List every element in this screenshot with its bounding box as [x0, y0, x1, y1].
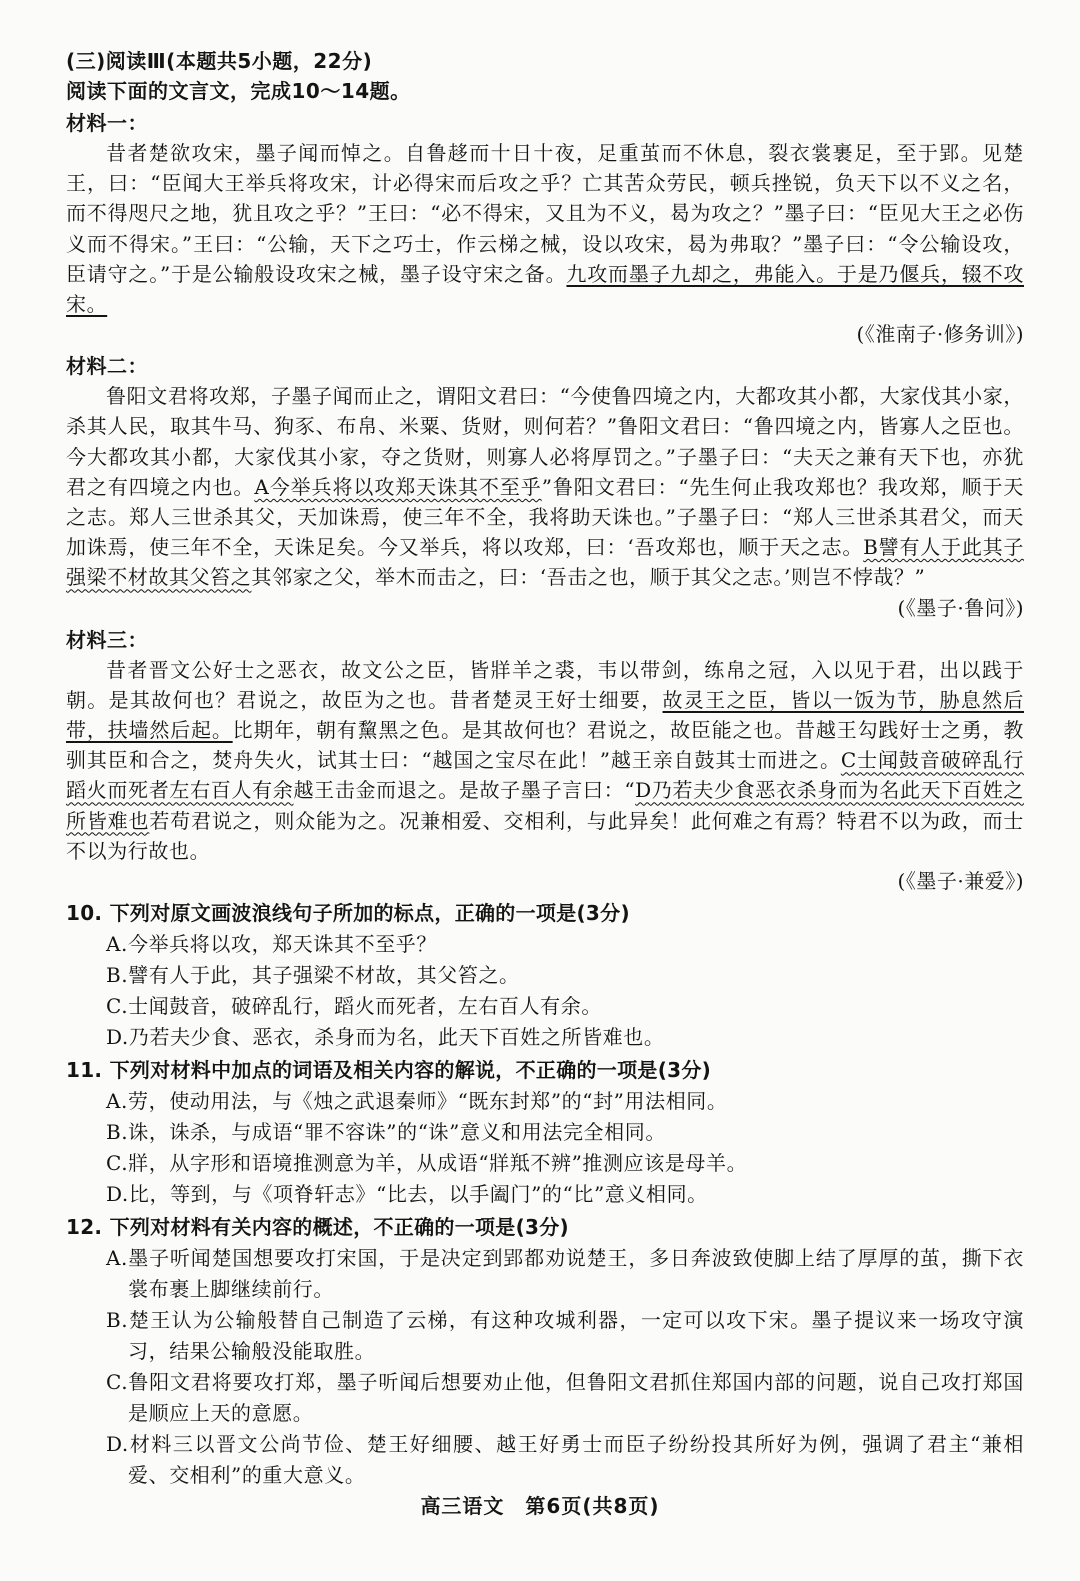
option-c: C.鲁阳文君将要攻打郑，墨子听闻后想要劝止他，但鲁阳文君抓住郑国内部的问题，说自己攻打郑国是顺应上天的意愿。	[106, 1370, 1024, 1426]
question-title: 10. 下列对原文画波浪线句子所加的标点，正确的一项是(3分)	[66, 901, 630, 926]
option-d: D.材料三以晋文公尚节俭、楚王好细腰、越王好勇士而臣子纷纷投其所好为例，强调了君主“兼相爱、交相利”的重大意义。	[106, 1432, 1024, 1488]
text-segment: 若苟君说之，则众能为之。况兼相爱、交相利，与此异矣！此何难之有焉？特君不以为政，而士不以为行故也。	[66, 808, 1024, 863]
material-3	[66, 625, 1024, 896]
section-title: (三)阅读Ⅲ(本题共5小题，22分)	[66, 49, 373, 73]
text-segment: 昔者楚欲攻宋，墨子闻而悼之。自鲁趍而十日十夜，足重茧而不休息，裂衣裳裹足，至于郢。见楚王，曰：“臣闻大王举兵将攻宋，计必得宋而后攻之乎？亡其苦众劳民，顿兵挫锐，负天下以不义之名，而不得咫尺之地，犹且攻之乎？”王曰：“必不得宋，又且为不义，曷为攻之？”墨子曰：“臣见大王之必伤义而不得宋。”王曰：“公输，天下之巧士，作云梯之械，设以攻宋，曷为弗取？”墨子曰：“令公输设攻，臣请守之。”于是公输般设攻宋之械，墨子设守宋之备。	[66, 141, 1024, 286]
material-label: 材料二：	[66, 354, 148, 379]
instruction: 阅读下面的文言文，完成10～14题。	[66, 79, 411, 103]
exam-page	[66, 46, 1024, 1491]
option-a: A.今举兵将以攻，郑天诛其不至乎？	[106, 932, 438, 957]
material-1	[66, 108, 1024, 349]
material-source: (《墨子·鲁问》)	[897, 595, 1024, 620]
underlined-sentence: 故灵王之臣，皆以一饭为节，胁息然后带，扶墙然后起。	[66, 687, 1024, 743]
wavy-sentence-a: A今举兵将以攻郑天诛其不至乎	[254, 474, 542, 499]
option-c: C.牂，从字形和语境推测意为羊，从成语“牂羝不辨”推测应该是母羊。	[106, 1151, 748, 1176]
material-text	[66, 655, 1024, 866]
text-segment: 昔者晋文公好士之恶衣，故文公之臣，皆牂羊之裘，韦以带剑，练帛之冠，入以见于君，出以践于朝。是其故何也？君说之，故臣为之也。昔者楚灵王好士细要，	[66, 657, 1024, 712]
text-segment: 其邻家之父，举木而击之，曰：‘吾击之也，顺于其父之志。’则岂不悖哉？”	[251, 565, 926, 590]
question-11	[66, 1055, 1024, 1210]
option-c: C.士闻鼓音，破碎乱行，蹈火而死者，左右百人有余。	[106, 994, 602, 1019]
material-source: (《淮南子·修务训》)	[856, 322, 1024, 347]
question-title: 12. 下列对材料有关内容的概述，不正确的一项是(3分)	[66, 1215, 569, 1240]
material-source: (《墨子·兼爱》)	[897, 869, 1024, 894]
question-10	[66, 898, 1024, 1053]
question-12	[66, 1212, 1024, 1491]
option-d: D.乃若夫少食、恶衣，杀身而为名，此天下百姓之所皆难也。	[106, 1025, 665, 1050]
text-segment: 比期年，朝有黧黑之色。是其故何也？君说之，故臣能之也。昔越王勾践好士之勇，教驯其臣和合之，焚舟失火，试其士曰：“越国之宝尽在此！”越王亲自鼓其士而进之。	[66, 718, 1024, 773]
option-a: A.劳，使动用法，与《烛之武退秦师》“既东封郑”的“封”用法相同。	[106, 1089, 728, 1114]
page-footer: 高三语文 第6页(共8页)	[420, 1494, 660, 1518]
option-d: D.比，等到，与《项脊轩志》“比去，以手阖门”的“比”意义相同。	[106, 1182, 708, 1207]
material-label: 材料一：	[66, 111, 148, 135]
material-text	[66, 381, 1024, 592]
underlined-sentence: 九攻而墨子九却之，弗能入。于是乃偃兵，辍不攻宋。	[66, 261, 1024, 317]
wavy-sentence-b: B譬有人于此其子强梁不材故其父笞之	[66, 535, 1024, 590]
material-label: 材料三：	[66, 627, 148, 652]
text-segment: 鲁阳文君将攻郑，子墨子闻而止之，谓阳文君曰：“今使鲁四境之内，大都攻其小都，大家伐其小家，杀其人民，取其牛马、狗豕、布帛、米粟、货财，则何若？”鲁阳文君曰：“鲁四境之内，皆寡人之臣也。今大都攻其小都，大家伐其小家，夺之货财，则寡人必将厚罚之。”子墨子曰：“夫天之兼有天下也，亦犹君之有四境之内也。	[66, 384, 1024, 499]
material-text	[66, 138, 1024, 319]
material-2	[66, 351, 1024, 622]
option-b: B.譬有人于此，其子强梁不材故，其父笞之。	[106, 963, 520, 988]
wavy-sentence-c: C士闻鼓音破碎乱行蹈火而死者左右百人有余	[66, 748, 1025, 803]
option-b: B.诛，诛杀，与成语“罪不容诛”的“诛”意义和用法完全相同。	[106, 1120, 666, 1145]
text-segment: ”鲁阳文君曰：“先生何止我攻郑也？我攻郑，顺于天之志。郑人三世杀其父，天加诛焉，使三年不全，我将助天诛也。”子墨子曰：“郑人三世杀其君父，而天加诛焉，使三年不全，天诛足矣。今又举兵，将以攻郑，曰：‘吾攻郑也，顺于天之志。	[66, 474, 1024, 560]
option-b: B.楚王认为公输般替自己制造了云梯，有这种攻城利器，一定可以攻下宋。墨子提议来一场攻守演习，结果公输般没能取胜。	[106, 1308, 1024, 1364]
text-segment: 越王击金而退之。是故子墨子言曰：“	[293, 778, 636, 803]
question-title: 11. 下列对材料中加点的词语及相关内容的解说，不正确的一项是(3分)	[66, 1058, 712, 1083]
wavy-sentence-d: D乃若夫少食恶衣杀身而为名此天下百姓之所皆难也	[66, 778, 1024, 833]
option-a: A.墨子听闻楚国想要攻打宋国，于是决定到郢都劝说楚王，多日奔波致使脚上结了厚厚的茧，撕下衣裳布裹上脚继续前行。	[106, 1246, 1024, 1302]
